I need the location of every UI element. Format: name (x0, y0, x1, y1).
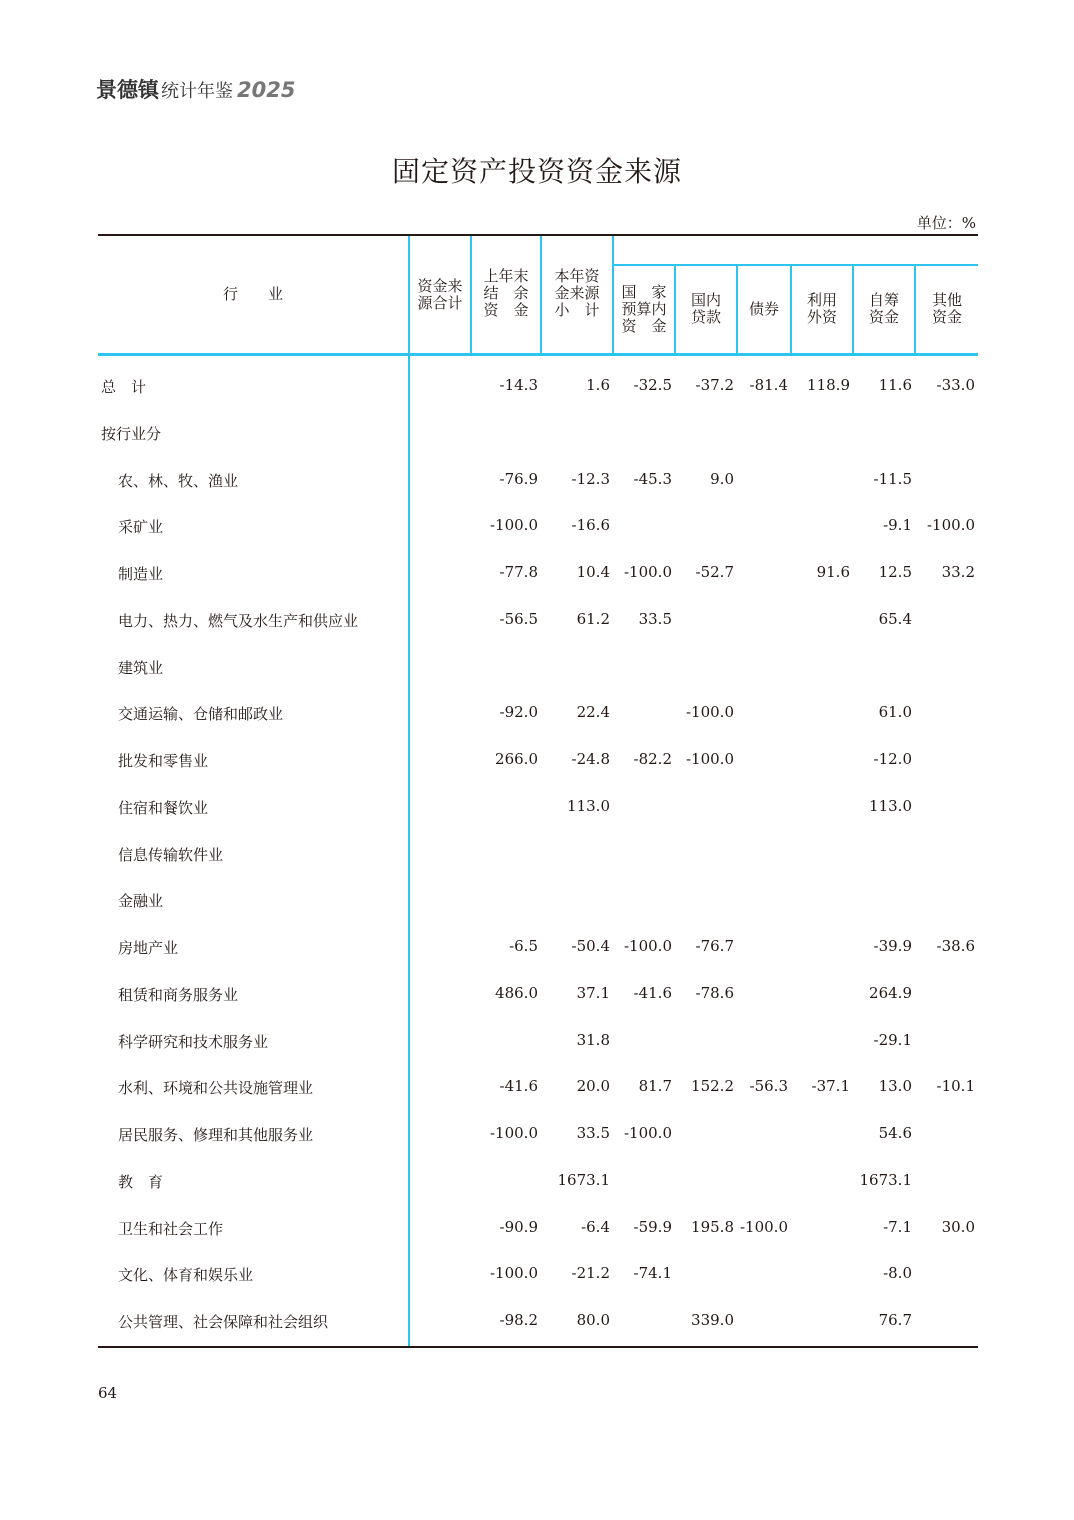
row-label: 住宿和餐饮业 (118, 798, 209, 817)
row-value: 54.6 (878, 1124, 912, 1142)
row-value: -56.3 (749, 1077, 788, 1096)
page-title: 固定资产投资资金来源 (391, 155, 682, 188)
header-self-raised: 自筹 资金 (868, 291, 899, 326)
table-row (0, 1124, 1074, 1144)
table-row (0, 797, 1074, 817)
row-value: -38.6 (936, 937, 975, 955)
row-label: 信息传输软件业 (118, 845, 224, 864)
row-value: -100.0 (623, 1124, 672, 1142)
row-value: 30.0 (941, 1217, 975, 1236)
row-value: -78.6 (695, 983, 734, 1002)
row-value: -6.4 (581, 1217, 610, 1236)
row-value: -90.9 (499, 1217, 538, 1236)
row-value: -98.2 (499, 1311, 538, 1329)
row-value: -100.0 (489, 1124, 538, 1142)
row-value: -12.0 (873, 750, 912, 768)
row-value: 91.6 (816, 563, 850, 581)
row-value: -76.7 (695, 937, 734, 955)
table-header-rule (98, 353, 978, 356)
row-value: -52.7 (695, 563, 734, 581)
row-value: 1673.1 (557, 1170, 610, 1189)
table-row (0, 1218, 1074, 1238)
subheader-rule (612, 264, 978, 266)
column-divider (852, 265, 854, 354)
row-label: 租赁和商务服务业 (118, 985, 239, 1004)
row-value: -100.0 (926, 516, 975, 535)
row-value: 113.0 (567, 796, 610, 815)
header-total: 资金来 源合计 (417, 277, 463, 312)
table-row (0, 657, 1074, 677)
header-foreign: 利用 外资 (806, 291, 837, 326)
header-bonds: 债券 (748, 300, 779, 318)
row-value: 61.2 (576, 609, 610, 628)
row-value: 33.5 (576, 1124, 610, 1142)
row-value: 37.1 (576, 983, 610, 1002)
column-divider (790, 265, 792, 354)
row-value: 1.6 (586, 376, 610, 394)
header-domestic-loans: 国内 贷款 (690, 291, 721, 326)
row-value: 113.0 (869, 796, 912, 815)
row-value: -39.9 (873, 937, 912, 955)
table-row (0, 376, 1074, 396)
table-row (0, 1171, 1074, 1191)
row-value: -59.9 (633, 1217, 672, 1236)
row-value: -74.1 (633, 1264, 672, 1283)
row-value: 13.0 (878, 1077, 912, 1096)
row-value: -81.4 (749, 376, 788, 394)
row-value: 80.0 (576, 1311, 610, 1329)
row-value: -82.2 (633, 750, 672, 768)
row-label: 建筑业 (118, 658, 164, 677)
row-value: -11.5 (873, 469, 912, 488)
row-value: -56.5 (499, 609, 538, 628)
row-value: -77.8 (499, 563, 538, 581)
row-value: 33.2 (941, 563, 975, 581)
table-row (0, 470, 1074, 490)
row-value: -6.5 (509, 937, 538, 955)
row-value: -41.6 (633, 983, 672, 1002)
row-value: -8.0 (883, 1264, 912, 1283)
row-label: 房地产业 (118, 939, 179, 957)
column-divider (914, 265, 916, 354)
row-value: -9.1 (883, 516, 912, 535)
row-label: 农、林、牧、渔业 (118, 471, 239, 490)
row-value: 118.9 (807, 376, 850, 394)
row-value: 1673.1 (859, 1170, 912, 1189)
row-label: 批发和零售业 (118, 752, 209, 770)
row-label: 水利、环境和公共设施管理业 (118, 1079, 314, 1098)
row-value: -14.3 (499, 376, 538, 394)
row-value: -37.1 (811, 1077, 850, 1096)
row-value: -100.0 (685, 750, 734, 768)
row-value: 486.0 (495, 983, 538, 1002)
page-number: 64 (98, 1384, 118, 1402)
table-row (0, 844, 1074, 864)
row-value: -7.1 (883, 1217, 912, 1236)
row-value: 9.0 (710, 469, 734, 488)
row-value: -100.0 (685, 703, 734, 722)
row-value: 12.5 (878, 563, 912, 581)
row-label: 公共管理、社会保障和社会组织 (118, 1313, 329, 1331)
row-value: -92.0 (499, 703, 538, 722)
row-value: 33.5 (638, 609, 672, 628)
unit-label: 单位：% (916, 214, 976, 232)
row-value: 339.0 (691, 1311, 734, 1329)
row-value: -16.6 (571, 516, 610, 535)
row-value: -29.1 (873, 1030, 912, 1049)
row-value: 195.8 (691, 1217, 734, 1236)
row-value: -32.5 (633, 376, 672, 394)
header-state-budget: 国 家 预算内 资 金 (621, 283, 667, 335)
table-row (0, 890, 1074, 910)
table-row (0, 1264, 1074, 1284)
row-value: -10.1 (936, 1077, 975, 1096)
row-value: -100.0 (623, 563, 672, 581)
running-header-year: 2025 (237, 78, 296, 102)
row-label: 总 计 (101, 378, 147, 396)
row-value: -41.6 (499, 1077, 538, 1096)
row-value: 152.2 (691, 1077, 734, 1096)
table-row (0, 516, 1074, 536)
row-label: 科学研究和技术服务业 (118, 1032, 269, 1051)
table-top-rule (98, 234, 978, 236)
table-bottom-rule (98, 1346, 978, 1348)
header-other: 其他 资金 (931, 291, 962, 326)
row-label: 卫生和社会工作 (118, 1219, 224, 1238)
column-divider (540, 236, 542, 354)
row-value: -50.4 (571, 937, 610, 955)
running-header (96, 74, 295, 104)
row-value: -45.3 (633, 469, 672, 488)
column-divider (612, 236, 614, 354)
row-value: 65.4 (878, 609, 912, 628)
row-value: 61.0 (878, 703, 912, 722)
row-value: 20.0 (576, 1077, 610, 1096)
row-label: 制造业 (118, 565, 164, 583)
row-label: 交通运输、仓储和邮政业 (118, 705, 284, 724)
row-value: -21.2 (571, 1264, 610, 1283)
row-value: 11.6 (878, 376, 912, 394)
row-label: 金融业 (118, 892, 164, 911)
header-carryover: 上年末 结 余 资 金 (483, 267, 529, 319)
row-value: -12.3 (571, 469, 610, 488)
row-value: -37.2 (695, 376, 734, 394)
row-label: 电力、热力、燃气及水生产和供应业 (118, 611, 359, 630)
column-divider (470, 236, 472, 354)
row-label: 文化、体育和娱乐业 (118, 1266, 254, 1285)
running-header-city: 景德镇 (96, 78, 159, 102)
column-divider (736, 265, 738, 354)
table-row (0, 610, 1074, 630)
row-value: 22.4 (576, 703, 610, 722)
row-label: 采矿业 (118, 518, 164, 537)
row-value: 266.0 (495, 750, 538, 768)
running-header-book: 统计年鉴 (161, 81, 233, 102)
row-label: 教 育 (118, 1172, 164, 1191)
row-value: 10.4 (576, 563, 610, 581)
row-value: 264.9 (869, 983, 912, 1002)
table-row (0, 1031, 1074, 1051)
table-row (0, 423, 1074, 443)
table-row (0, 750, 1074, 770)
table-row (0, 563, 1074, 583)
row-value: -24.8 (571, 750, 610, 768)
table-row (0, 1311, 1074, 1331)
column-divider (674, 265, 676, 354)
row-value: -100.0 (489, 516, 538, 535)
header-industry: 行 业 (222, 285, 283, 303)
row-value: -100.0 (739, 1217, 788, 1236)
row-value: -76.9 (499, 469, 538, 488)
row-value: 76.7 (878, 1311, 912, 1329)
row-label: 按行业分 (101, 424, 162, 443)
table-row (0, 937, 1074, 957)
row-value: 31.8 (576, 1030, 610, 1049)
table-row (0, 984, 1074, 1004)
table-row (0, 703, 1074, 723)
row-value: 81.7 (638, 1077, 672, 1096)
table-row (0, 1077, 1074, 1097)
row-value: -33.0 (936, 376, 975, 394)
row-value: -100.0 (489, 1264, 538, 1283)
row-label: 居民服务、修理和其他服务业 (118, 1126, 314, 1144)
row-value: -100.0 (623, 937, 672, 955)
header-subtotal: 本年资 金来源 小 计 (554, 267, 600, 319)
